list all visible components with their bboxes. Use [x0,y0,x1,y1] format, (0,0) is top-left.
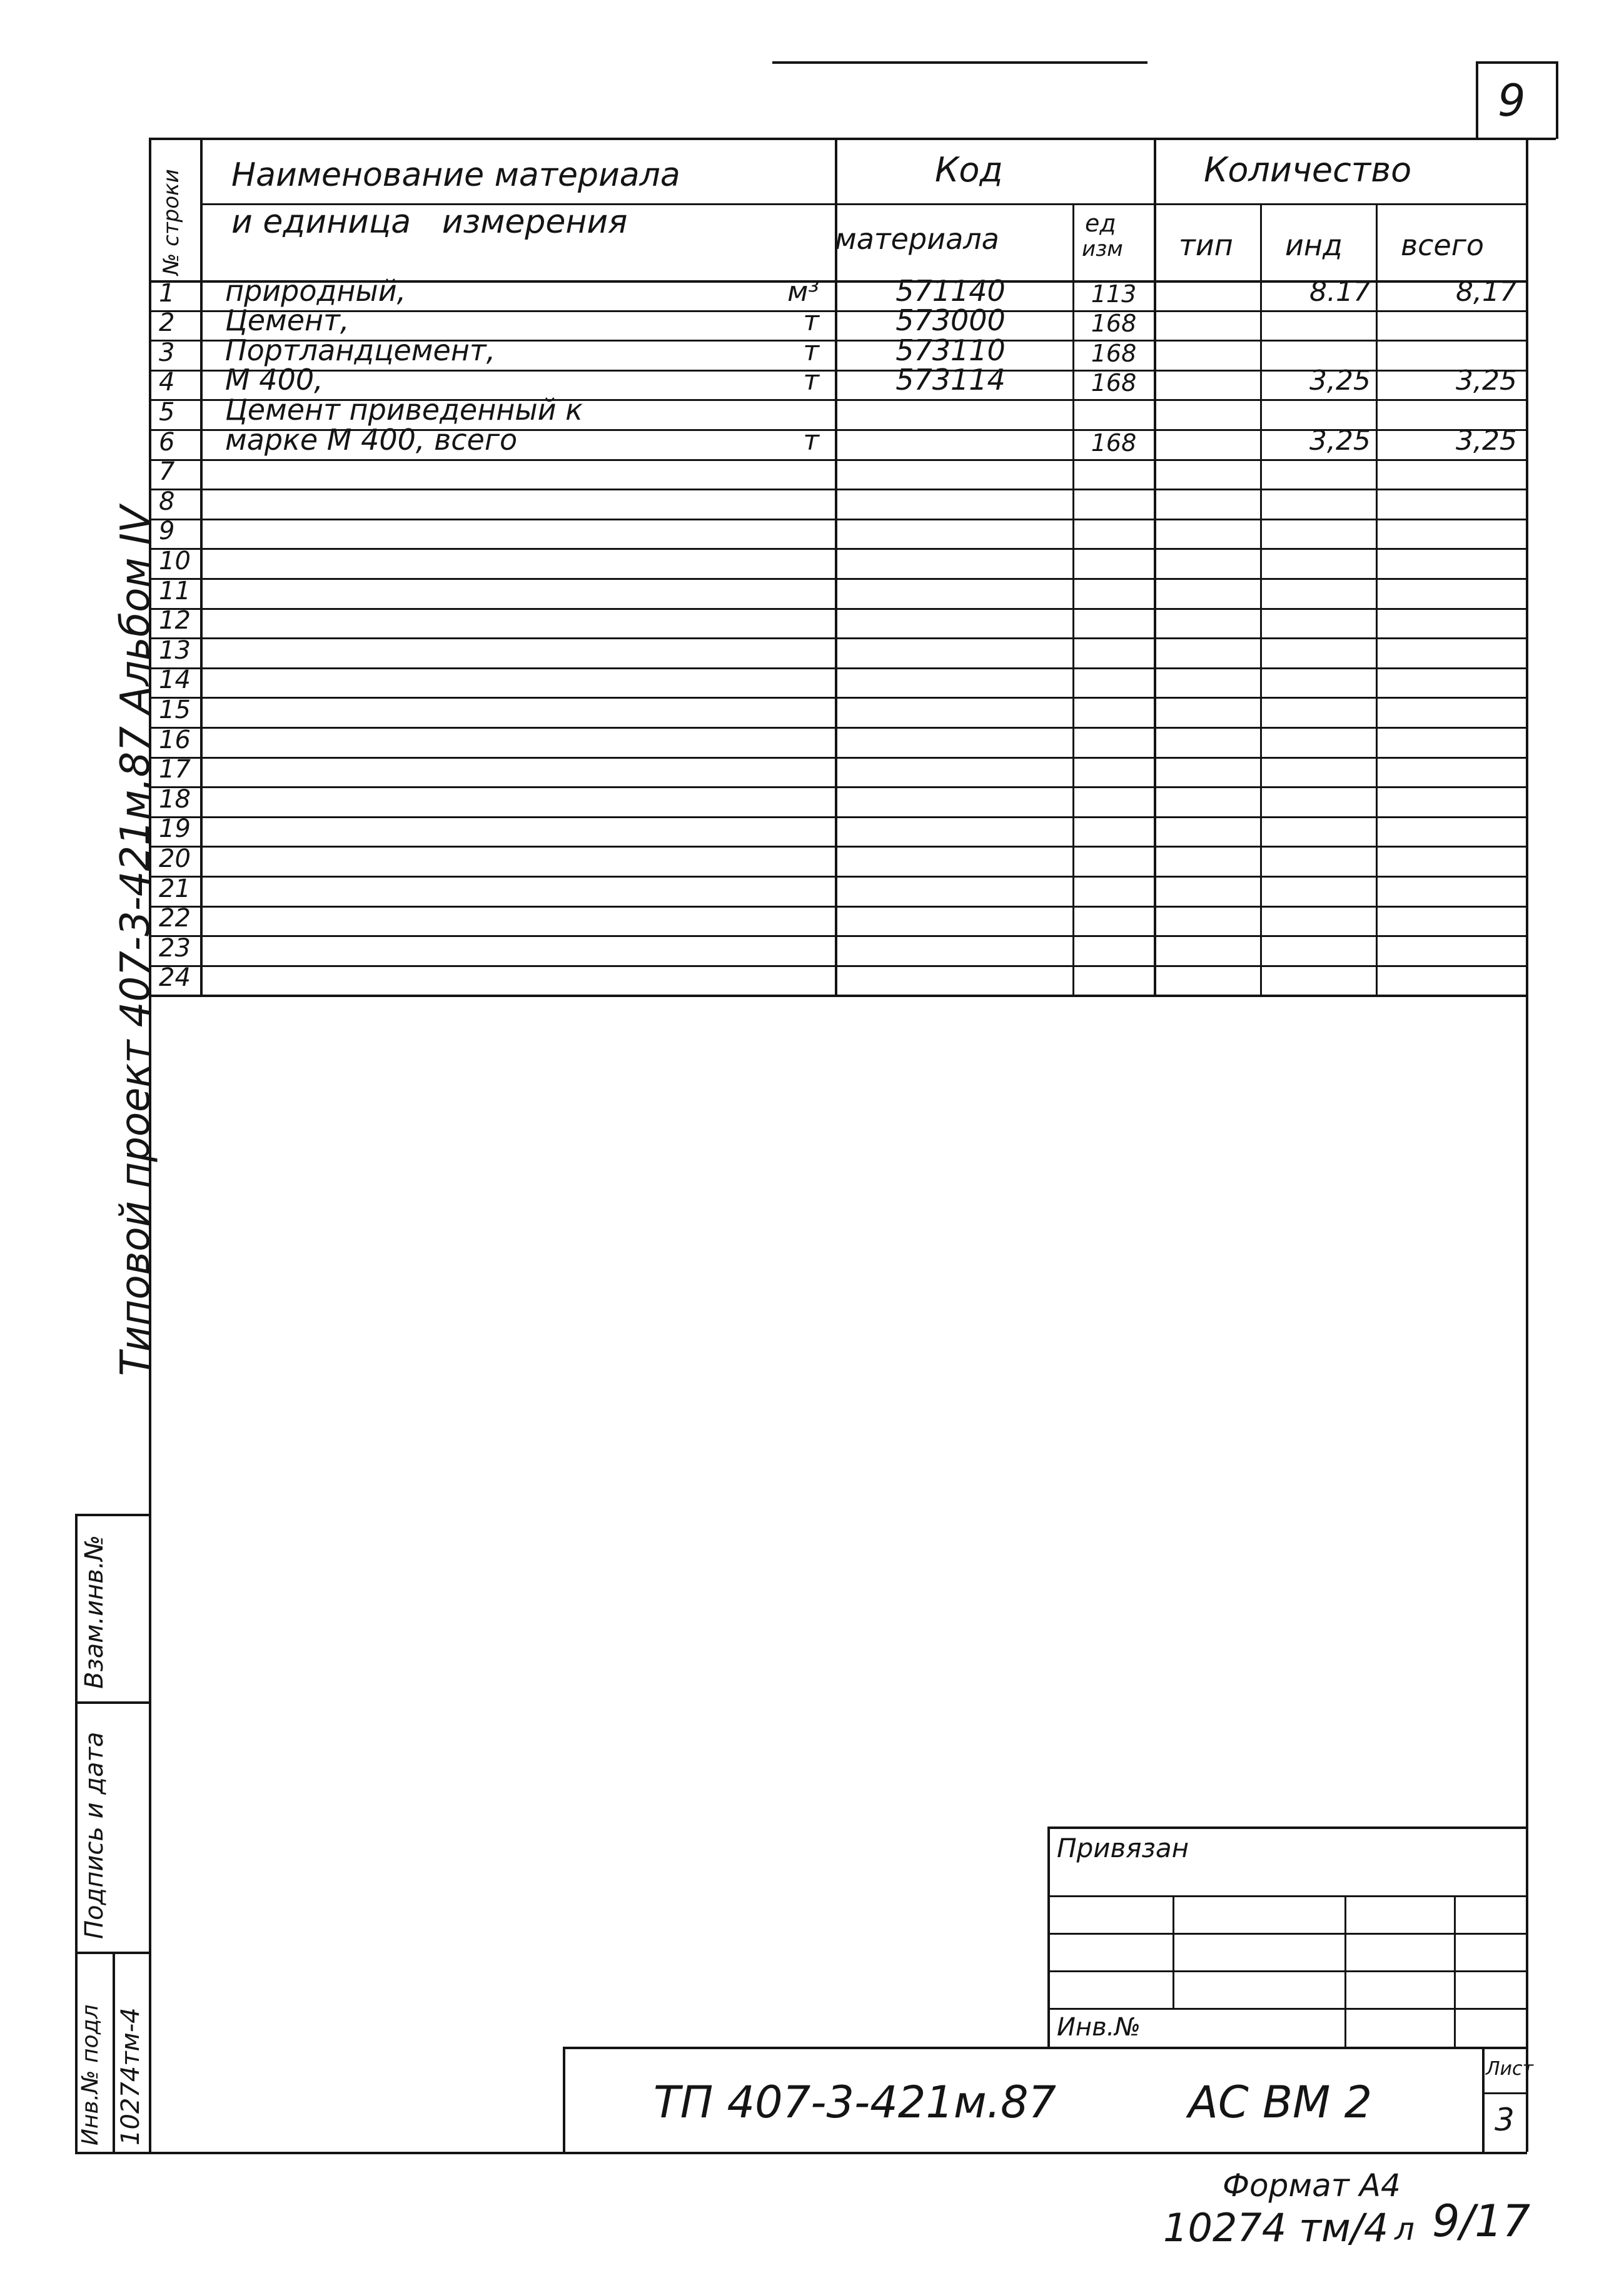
header-qty-total: всего [1401,228,1485,262]
cell-code [844,669,1057,695]
inv-original-value: 10274тм-4 [116,2007,145,2146]
cell-code [844,698,1057,724]
cell-unit_code: 168 [1091,339,1137,367]
cell-code [844,430,1057,457]
page-number: 9 [1498,75,1526,126]
document-code: ТП 407-3-421м.87 [653,2077,1057,2128]
cell-unit_code [1077,728,1151,754]
cell-no: 9 [159,517,175,546]
cell-code [844,966,1057,993]
fraction-mark: л [1395,2211,1415,2247]
cell-unit [725,818,819,844]
cell-typ [1158,877,1257,903]
cell-unit_code [1077,520,1151,546]
format-label: Формат А4 [1223,2167,1401,2204]
cell-name [225,936,713,963]
cell-unit [725,460,819,487]
bound-label: Привязан [1057,1833,1189,1863]
cell-unit [725,698,819,724]
cell-total [1379,907,1517,933]
cell-total [1379,549,1517,575]
cell-typ [1158,341,1257,367]
cell-typ [1158,520,1257,546]
cell-unit: т [803,305,819,338]
cell-typ [1158,281,1257,308]
cell-name [225,698,713,724]
cell-code [844,936,1057,963]
cell-total: 3,25 [1456,365,1517,397]
cell-typ [1158,430,1257,457]
cell-total: 8,17 [1456,275,1517,308]
cell-unit [725,549,819,575]
cell-no: 21 [159,874,191,903]
header-qty-type: тип [1179,228,1233,262]
cell-typ [1158,549,1257,575]
cell-unit_code [1077,758,1151,784]
header-name-line2: и единица измерения [231,203,628,241]
cell-unit [725,847,819,873]
cell-code [844,788,1057,814]
cell-no: 22 [159,904,191,933]
cell-code [844,520,1057,546]
cell-unit: т [803,335,819,367]
sheet-fraction: 9/17 [1432,2196,1531,2247]
cell-typ [1158,639,1257,665]
cell-total [1379,669,1517,695]
cell-typ [1158,936,1257,963]
cell-code: 571140 [895,273,1006,308]
cell-unit_code [1077,579,1151,605]
cell-unit_code [1077,788,1151,814]
cell-total: 3,25 [1456,424,1517,457]
cell-no: 5 [159,397,175,427]
cell-total [1379,520,1517,546]
cell-no: 19 [159,814,191,844]
cell-unit_code [1077,907,1151,933]
cell-total [1379,758,1517,784]
signature-date-label: Подпись и дата [80,1731,109,1939]
cell-typ [1158,609,1257,636]
cell-typ [1158,907,1257,933]
cell-total [1379,698,1517,724]
cell-name [225,818,713,844]
cell-unit [725,609,819,636]
cell-unit [725,966,819,993]
cell-total [1379,341,1517,367]
cell-no: 6 [159,427,175,457]
cell-unit [725,758,819,784]
cell-code [844,818,1057,844]
cell-ind [1264,639,1371,665]
cell-typ [1158,966,1257,993]
cell-name [225,549,713,575]
cell-unit_code [1077,639,1151,665]
cell-typ [1158,490,1257,516]
cell-ind [1264,460,1371,487]
cell-ind [1264,549,1371,575]
cell-unit [725,907,819,933]
cell-ind [1264,669,1371,695]
cell-name [225,877,713,903]
cell-unit_code [1077,669,1151,695]
inv-original-label: Инв.№ подл [78,2004,103,2146]
cell-unit_code: 168 [1091,310,1137,338]
cell-total [1379,847,1517,873]
cell-ind [1264,698,1371,724]
cell-code: 573110 [895,333,1006,367]
cell-unit [725,728,819,754]
cell-no: 10 [159,546,191,575]
cell-name [225,788,713,814]
cell-name: марке М 400, всего [225,422,518,457]
cell-ind [1264,609,1371,636]
header-code-unit-1: ед [1085,210,1116,237]
header-code: Код [935,150,1003,190]
cell-unit_code: 168 [1091,428,1137,457]
cell-total [1379,818,1517,844]
cell-ind [1264,966,1371,993]
cell-no: 12 [159,606,191,636]
cell-unit [725,520,819,546]
cell-name [225,609,713,636]
cell-code [844,490,1057,516]
cell-typ [1158,371,1257,397]
cell-ind [1264,400,1371,427]
cell-no: 14 [159,666,191,695]
cell-unit_code: 113 [1091,280,1137,308]
cell-unit [725,639,819,665]
cell-unit [725,490,819,516]
header-quantity: Количество [1204,150,1412,190]
cell-total [1379,788,1517,814]
cell-no: 17 [159,755,191,784]
cell-name [225,669,713,695]
inv-label: Инв.№ [1057,2013,1141,2042]
cell-unit [725,400,819,427]
cell-total [1379,609,1517,636]
cell-typ [1158,698,1257,724]
cell-code [844,639,1057,665]
cell-name: Цемент, [225,303,350,338]
cell-typ [1158,669,1257,695]
archive-code: 10274 тм/4 [1163,2205,1389,2251]
cell-unit_code [1077,400,1151,427]
cell-typ [1158,728,1257,754]
cell-unit [725,669,819,695]
cell-ind: 8.17 [1309,275,1371,308]
cell-name [225,728,713,754]
cell-unit_code: 168 [1091,369,1137,397]
cell-name [225,907,713,933]
cell-name [225,758,713,784]
cell-total [1379,400,1517,427]
cell-ind [1264,312,1371,338]
cell-name [225,520,713,546]
cell-ind [1264,758,1371,784]
cell-unit: т [803,424,819,457]
cell-no: 3 [159,338,175,367]
cell-total [1379,936,1517,963]
cell-ind: 3,25 [1309,424,1371,457]
cell-code [844,758,1057,784]
cell-unit: м³ [787,275,819,308]
cell-ind [1264,907,1371,933]
cell-ind [1264,728,1371,754]
cell-total [1379,966,1517,993]
cell-no: 20 [159,844,191,873]
cell-name: М 400, [225,363,323,397]
cell-no: 24 [159,963,191,993]
cell-typ [1158,312,1257,338]
cell-unit [725,936,819,963]
cell-code [844,907,1057,933]
cell-no: 8 [159,487,175,516]
cell-ind [1264,847,1371,873]
cell-no: 13 [159,636,191,665]
cell-typ [1158,579,1257,605]
cell-no: 16 [159,725,191,754]
cell-no: 15 [159,695,191,724]
cell-ind [1264,341,1371,367]
cell-code [844,847,1057,873]
cell-total [1379,579,1517,605]
cell-name [225,847,713,873]
cell-no: 2 [159,308,175,338]
cell-code [844,579,1057,605]
cell-total [1379,312,1517,338]
header-qty-ind: инд [1285,228,1343,262]
cell-typ [1158,758,1257,784]
cell-code [844,549,1057,575]
cell-no: 18 [159,784,191,814]
cell-unit_code [1077,936,1151,963]
cell-unit [725,877,819,903]
cell-ind [1264,490,1371,516]
cell-name: природный, [225,273,406,308]
cell-unit_code [1077,847,1151,873]
cell-unit_code [1077,966,1151,993]
cell-name [225,966,713,993]
cell-unit_code [1077,609,1151,636]
cell-code [844,877,1057,903]
cell-code [844,728,1057,754]
cell-code [844,400,1057,427]
cell-unit_code [1077,460,1151,487]
cell-name [225,579,713,605]
cell-ind: 3,25 [1309,365,1371,397]
cell-total [1379,639,1517,665]
cell-code: 573114 [895,363,1006,397]
document-mark: АС ВМ 2 [1188,2077,1373,2128]
header-name-line1: Наименование материала [231,156,680,194]
cell-typ [1158,818,1257,844]
cell-code [844,609,1057,636]
cell-name [225,639,713,665]
cell-no: 7 [159,457,175,487]
cell-no: 23 [159,933,191,963]
cell-name: Портландцемент, [225,333,496,367]
vertical-project-title: Типовой проект 407-3-421м.87 Альбом IV [113,505,159,1376]
cell-total [1379,877,1517,903]
cell-name [225,460,713,487]
cell-code [844,460,1057,487]
cell-typ [1158,847,1257,873]
cell-ind [1264,936,1371,963]
cell-total [1379,728,1517,754]
cell-unit_code [1077,490,1151,516]
cell-unit_code [1077,877,1151,903]
cell-unit_code [1077,698,1151,724]
cell-unit [725,579,819,605]
cell-ind [1264,818,1371,844]
cell-typ [1158,400,1257,427]
cell-name: Цемент приведенный к [225,392,583,427]
header-code-material: материала [835,222,999,256]
cell-no: 4 [159,368,175,397]
cell-total [1379,490,1517,516]
header-row-number: № строки [159,169,184,275]
cell-unit_code [1077,818,1151,844]
cell-ind [1264,877,1371,903]
sheet-number: 3 [1495,2102,1515,2138]
cell-typ [1158,788,1257,814]
cell-unit_code [1077,549,1151,575]
cell-total [1379,460,1517,487]
cell-ind [1264,579,1371,605]
replace-inv-label: Взам.инв.№ [80,1534,109,1689]
cell-code: 573000 [895,303,1006,338]
cell-no: 11 [159,576,191,605]
sheet-label: Лист [1486,2058,1534,2080]
cell-unit [725,788,819,814]
cell-no: 1 [159,278,175,308]
cell-ind [1264,788,1371,814]
header-code-unit-2: изм [1082,236,1123,261]
cell-name [225,490,713,516]
cell-typ [1158,460,1257,487]
cell-ind [1264,520,1371,546]
cell-unit: т [803,365,819,397]
